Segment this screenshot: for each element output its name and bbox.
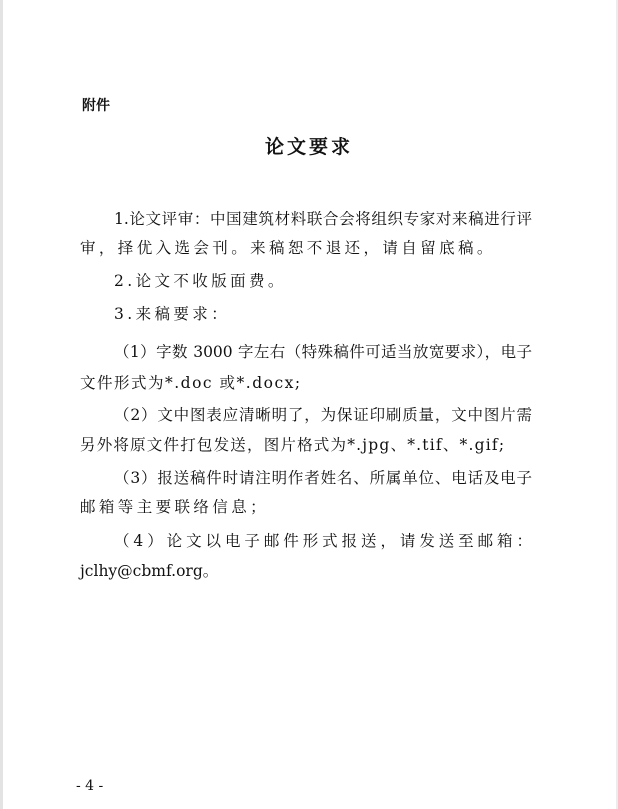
body-line: （3）报送稿件时请注明作者姓名、所属单位、电话及电子 <box>114 469 532 487</box>
body-line: （1）字数 3000 字左右（特殊稿件可适当放宽要求），电子 <box>114 343 532 361</box>
body-line: 另外将原文件打包发送，图片格式为*.jpg、*.tif、*.gif; <box>80 436 506 454</box>
body-line: （4）论文以电子邮件形式报送，请发送至邮箱： <box>114 532 532 550</box>
body-line: 审，择优入选会刊。来稿恕不退还，请自留底稿。 <box>80 239 496 257</box>
body-line: 2.论文不收版面费。 <box>114 272 287 290</box>
page-title: 论文要求 <box>264 136 353 158</box>
attachment-label: 附件 <box>82 98 110 114</box>
page-edge-left <box>0 0 3 809</box>
body-line: 3.来稿要求： <box>114 305 231 323</box>
body-line: 邮箱等主要联络信息； <box>80 498 270 516</box>
body-line: （2）文中图表应清晰明了，为保证印刷质量，文中图片需 <box>114 406 532 424</box>
page-number: - 4 - <box>76 778 104 794</box>
email-line: jclhy@cbmf.org。 <box>80 562 219 580</box>
body-line: 文件形式为*.doc 或*.docx; <box>80 374 302 392</box>
body-line: 1.论文评审：中国建筑材料联合会将组织专家对来稿进行评 <box>114 210 532 228</box>
